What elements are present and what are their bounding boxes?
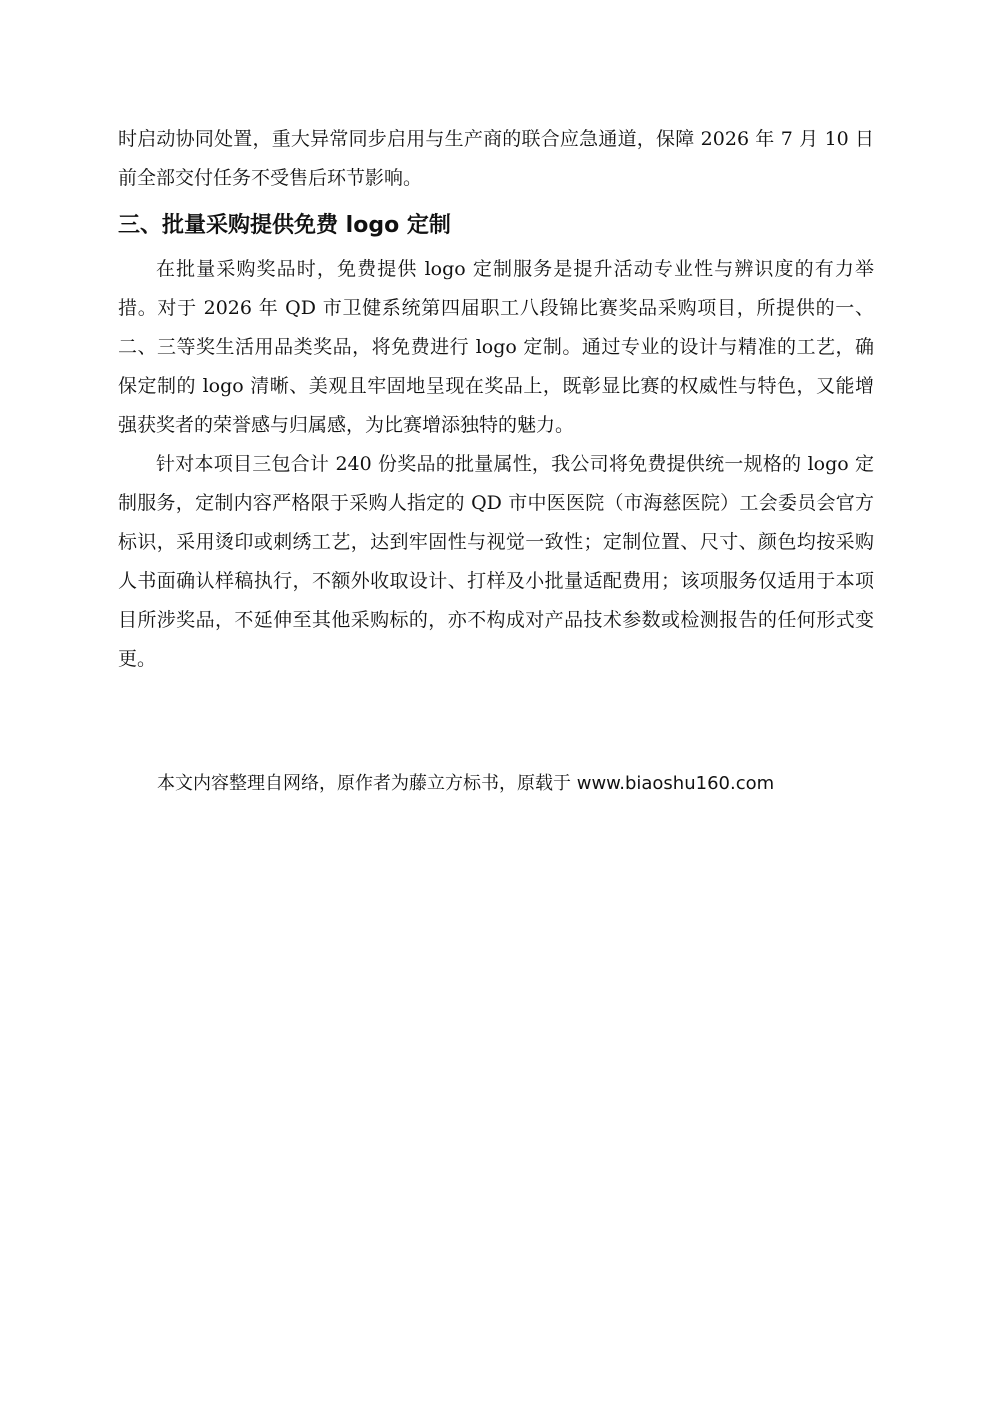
paragraph-logo-customization: 在批量采购奖品时，免费提供 logo 定制服务是提升活动专业性与辨识度的有力举措。对于 2026 年 QD 市卫健系统第四届职工八段锦比赛奖品采购项目，所提供的一、二、三等奖生活用品类奖品，将免费进行 logo 定制。通过专业的设计与精准的工艺，确保定制的 logo 清晰、美观且牢固地呈现在奖品上，既彰显比赛的权威性与特色，又能增强获奖者的荣誉感与归属感，为比赛增添独特的魅力。	[118, 258, 874, 436]
document-body	[118, 120, 874, 679]
section-heading: 三、批量采购提供免费 logo 定制	[118, 213, 451, 238]
source-attribution: 本文内容整理自网络，原作者为藤立方标书，原载于 www.biaoshu160.com	[157, 773, 775, 794]
paragraph-service-details: 针对本项目三包合计 240 份奖品的批量属性，我公司将免费提供统一规格的 logo 定制服务，定制内容严格限于采购人指定的 QD 市中医医院（市海慈医院）工会委员会官方标识，采用烫印或刺绣工艺，达到牢固性与视觉一致性；定制位置、尺寸、颜色均按采购人书面确认样稿执行，不额外收取设计、打样及小批量适配费用；该项服务仅适用于本项目所涉奖品，不延伸至其他采购标的，亦不构成对产品技术参数或检测报告的任何形式变更。	[118, 453, 874, 670]
continued-paragraph: 时启动协同处置，重大异常同步启用与生产商的联合应急通道，保障 2026 年 7 月 10 日前全部交付任务不受售后环节影响。	[118, 128, 874, 189]
